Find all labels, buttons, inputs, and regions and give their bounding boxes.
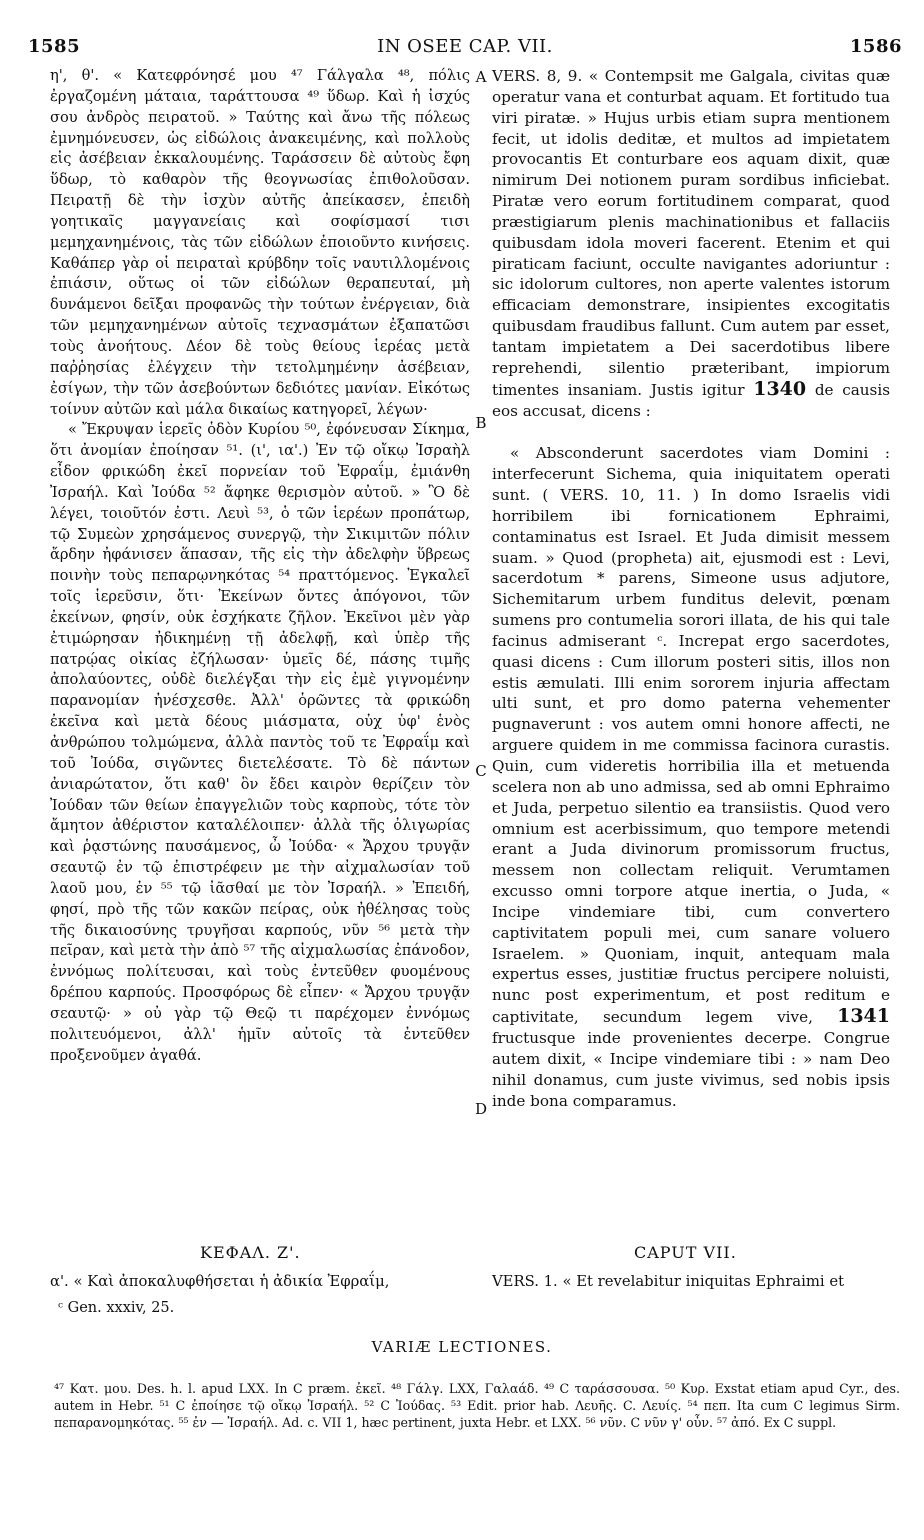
latin-text: fructusque inde provenientes decerpe. Congrue autem dixit, « Incipe vindemiare tibi : » nam Deo nihil donamus, cum juste vivimus, sed nobis ipsis inde bona comparamus.	[492, 1028, 890, 1110]
running-header	[28, 36, 902, 64]
verse-latin: VERS. 1. « Et revelabitur iniquitas Ephraimi et	[492, 1273, 845, 1290]
latin-column	[492, 66, 890, 1111]
latin-text: « Absconderunt sacerdotes viam Domini : interfecerunt Sichema, quia iniquitatem operati sunt. ( VERS. 10, 11. ) In domo Israelis vidi horribilem ibi fornicationem Ephraimi, contaminatus est Israel. Et Juda dimisit messem suam. » Quod (propheta) ait, ejusmodi est : Levi, sacerdotum * parens, Simeone usus adjutore, Sichemitarum urbem funditus delevit, pœnam sumens pro contumelia sorori illata, de his qui tale facinus admiserant ᶜ. Increpat ergo sacerdotes, quasi dicens : Cum illorum posteri sitis, illos non estis æmulati. Illi enim sororem injuria affectam ulti sunt, et pro domo paterna vehementer pugnaverunt : vos autem omni honore affecti, ne arguere quidem in me commissa facinora curastis. Quin, cum videretis horribilia illa et metuenda scelera non ab uno admissa, sed ab omni Ephraimo et Juda, perpetuo silentio ea transiistis. Quod vero omnium est acerbissimum, quo tempore metendi erant a Juda divinorum promissorum fructus, messem non collectam reliquit. Verumtamen excusso omni torpore atque inertia, o Juda, « Incipe vindemiare tibi, cum convertero captivitatem populi mei, cum sanare voluero Israelem. » Quoniam, inquit, antequam mala expertus esses, justitiæ fructus percipere noluisti, nunc post experimentum, et post reditum e captivitate, secundum legem vive,	[492, 444, 890, 1027]
running-title: IN OSEE CAP. VII.	[377, 36, 553, 57]
greek-column	[50, 66, 470, 1067]
page-number-right: 1586	[849, 36, 902, 57]
latin-paragraph	[492, 443, 890, 1111]
margin-letter-c: C	[475, 762, 487, 780]
chapter-heading-latin: CAPUT VII.	[634, 1243, 737, 1262]
footnote: ᶜ Gen. xxxiv, 25.	[58, 1300, 175, 1316]
column-number: 1341	[837, 1005, 890, 1028]
latin-text: VERS. 8, 9. « Contempsit me Galgala, civitas quæ operatur vana et conturbat aquam. Et fortitudo tua viri piratæ. » Hujus urbis etiam supra mentionem fecit, ut idolis deditæ, et multos ad impietatem provocantis Et conturbare eos aquam dixit, quæ nimirum Dei notionem puram sordibus inficiebat. Piratæ vero eorum fortitudinem comparat, quod præstigiarum plenis machinationibus et fallaciis quibusdam idola moveri facerent. Etenim et qui piraticam faciunt, occulte navigantes adoriuntur : sic idolorum cultores, non aperte valentes istorum efficaciam demonstrare, insipientes excogitatis quibusdam fraudibus fallunt. Cum autem par esset, tantam impietatem a Dei sacerdotibus libere reprehendi, silentio præteribant, impiorum timentes insaniam. Justis igitur	[492, 67, 890, 399]
latin-paragraph	[492, 66, 890, 421]
greek-paragraph: η', θ'. « Κατεφρόνησέ μου ⁴⁷ Γάλγαλα ⁴⁸, πόλις ἐργαζομένη μάταια, ταράττουσα ⁴⁹ ὕδωρ. Καὶ ἡ ἰσχύς σου ἀνδρὸς πειρατοῦ. » Ταύτης καὶ ἄνω τῆς πόλεως ἐμνημόνευσεν, ὡς εἰδώλοις ἀνακειμένης, καὶ πολλοὺς εἰς ἀσέβειαν ἐκκαλουμένης. Ταράσσειν δὲ αὐτοὺς ἔφη ὕδωρ, τὸ καθαρὸν τῆς θεογνωσίας ἐπιθολοῦσαν. Πειρατῇ δὲ τὴν ἰσχὺν αὐτῆς ἀπείκασεν, ἐπειδὴ γοητικαῖς μαγγανείαις καὶ σοφίσμασί τισι μεμηχανημένοις, τὰς τῶν εἰδώλων ἐποιοῦντο κινήσεις. Καθάπερ γὰρ οἱ πειραταὶ κρύβδην τοῖς ναυτιλλομένοις ἐπιάσιν, οὕτως οἱ τῶν εἰδώλων θεραπευταί, μὴ δυνάμενοι δεῖξαι προφανῶς τὴν τούτων ἐνέργειαν, διὰ τῶν μεμηχανημένων αὐτοῖς τεχνασμάτων ἐξαπατῶσι τοὺς ἀνοήτους. Δέον δὲ τοὺς θείους ἱερέας μετὰ παῤῥησίας ἐλέγχειν τὴν τετολμημένην ἀσέβειαν, ἐσίγων, τὴν τῶν ἀσεβούντων δεδιότες μανίαν. Εἰκότως τοίνυν αὐτῶν καὶ μάλα δικαίως κατηγορεῖ, λέγων·	[50, 67, 470, 418]
latin-text: de causis eos accusat, dicens :	[492, 380, 891, 420]
margin-letter-b: B	[475, 414, 487, 432]
verse-greek: α'. « Καὶ ἀποκαλυφθήσεται ἡ ἀδικία Ἐφραΐμ,	[50, 1273, 390, 1290]
page-number-left: 1585	[28, 36, 81, 57]
variae-lectiones-title: VARIÆ LECTIONES.	[371, 1338, 553, 1356]
chapter-heading-greek: ΚΕΦΑΛ. Ζ'.	[200, 1243, 301, 1262]
greek-paragraph: « Ἔκρυψαν ἱερεῖς ὁδὸν Κυρίου ⁵⁰, ἐφόνευσαν Σίκημα, ὅτι ἀνομίαν ἐποίησαν ⁵¹. (ι', ια'.) Ἐν τῷ οἴκῳ Ἰσραὴλ εἶδον φρικώδη ἐκεῖ πορνείαν τοῦ Ἐφραΐμ, ἐμιάνθη Ἰσραήλ. Καὶ Ἰούδα ⁵² ἄφηκε θερισμὸν αὐτοῦ. » Ὃ δὲ λέγει, τοιοῦτόν ἐστι. Λευὶ ⁵³, ὁ τῶν ἱερέων προπάτωρ, τῷ Συμεὼν χρησάμενος συνεργῷ, τὴν Σικιμιτῶν πόλιν ἄρδην ἠφάνισεν ἅπασαν, τῆς εἰς τὴν ἀδελφὴν ὕβρεως ποινὴν τοὺς πεπαρῳνηκότας ⁵⁴ πραττόμενος. Ἐγκαλεῖ τοῖς ἱερεῦσιν, ὅτι· Ἐκείνων ὄντες ἀπόγονοι, τῶν ἐκείνων, φησίν, οὐκ ἐσχήκατε ζῆλον. Ἐκεῖνοι μὲν γὰρ ἐτιμώρησαν ἠδικημένῃ τῇ ἀδελφῇ, καὶ ὑπὲρ τῆς πατρῴας οἰκίας ἐζήλωσαν· ὑμεῖς δέ, πάσης τιμῆς ἀπολαύοντες, οὐδὲ διελέγξαι τὴν εἰς ἐμὲ γιγνομένην παρανομίαν ἠνέσχεσθε. Ἀλλ' ὁρῶντες τὰ φρικώδη ἐκεῖνα καὶ μετὰ δέους μιάσματα, οὐχ ὑφ' ἑνὸς ἀνθρώπου τολμώμενα, ἀλλὰ παντὸς τοῦ τε Ἐφραΐμ καὶ τοῦ Ἰούδα, σιγῶντες διετελέσατε. Τὸ δὲ πάντων ἀνιαρώτατον, ὅτι καθ' ὃν ἔδει καιρὸν θερίζειν τὸν Ἰούδαν τῶν θείων ἐπαγγελιῶν τοὺς καρποὺς, τότε τὸν ἄμητον ἀθέριστον καταλέλοιπεν· ἀλλὰ τῆς ὀλιγωρίας καὶ ῥᾳστώνης παυσάμενος, ὦ Ἰούδα· « Ἄρχου τρυγᾷν σεαυτῷ ἐν τῷ ἐπιστρέφειν με τὴν αἰχμαλωσίαν τοῦ λαοῦ μου, ἐν ⁵⁵ τῷ ἰᾶσθαί με τὸν Ἰσραήλ. » Ἐπειδή, φησί, πρὸ τῆς τῶν κακῶν πείρας, οὐκ ἠθέλησας τοὺς τῆς δικαιοσύνης τρυγῆσαι καρπούς, νῦν ⁵⁶ μετὰ τὴν πεῖραν, καὶ μετὰ τὴν ἀπὸ ⁵⁷ τῆς αἰχμαλωσίας ἐπάνοδον, ἐννόμως πολίτευσαι, καὶ τοὺς ἐντεῦθεν φυομένους δρέπου καρπούς. Προσφόρως δὲ εἶπεν· « Ἄρχου τρυγᾷν σεαυτῷ· » οὐ γὰρ τῷ Θεῷ τι παρέχομεν ἐννόμως πολιτευόμενοι, ἀλλ' ἡμῖν αὐτοῖς τὰ ἐντεῦθεν προξενοῦμεν ἀγαθά.	[50, 421, 470, 1064]
variae-lectiones	[54, 1380, 900, 1431]
margin-letter-d: D	[474, 1100, 488, 1118]
column-number: 1340	[753, 377, 807, 400]
variant-readings-text: ⁴⁷ Κατ. μου. Des. h. l. apud LXX. In C præm. ἐκεῖ. ⁴⁸ Γάλγ. LXX, Γαλαάδ. ⁴⁹ C ταράσσουσα. ⁵⁰ Κυρ. Exstat etiam apud Cyr., des. autem in Hebr. ⁵¹ C ἐποίησε τῷ οἴκῳ Ἰσραήλ. ⁵² C Ἰούδας. ⁵³ Edit. prior hab. Λευῆς. C. Λευίς. ⁵⁴ πεπ. Ita cum C legimus Sirm. πεπαρανομηκότας. ⁵⁵ ἐν — Ἰσραήλ. Ad. c. VII 1, hæc pertinent, juxta Hebr. et LXX. ⁵⁶ νῦν. C νῦν γ' οὖν. ⁵⁷ ἀπό. Ex C suppl.	[54, 1381, 900, 1430]
margin-letter-a: A	[475, 68, 487, 86]
